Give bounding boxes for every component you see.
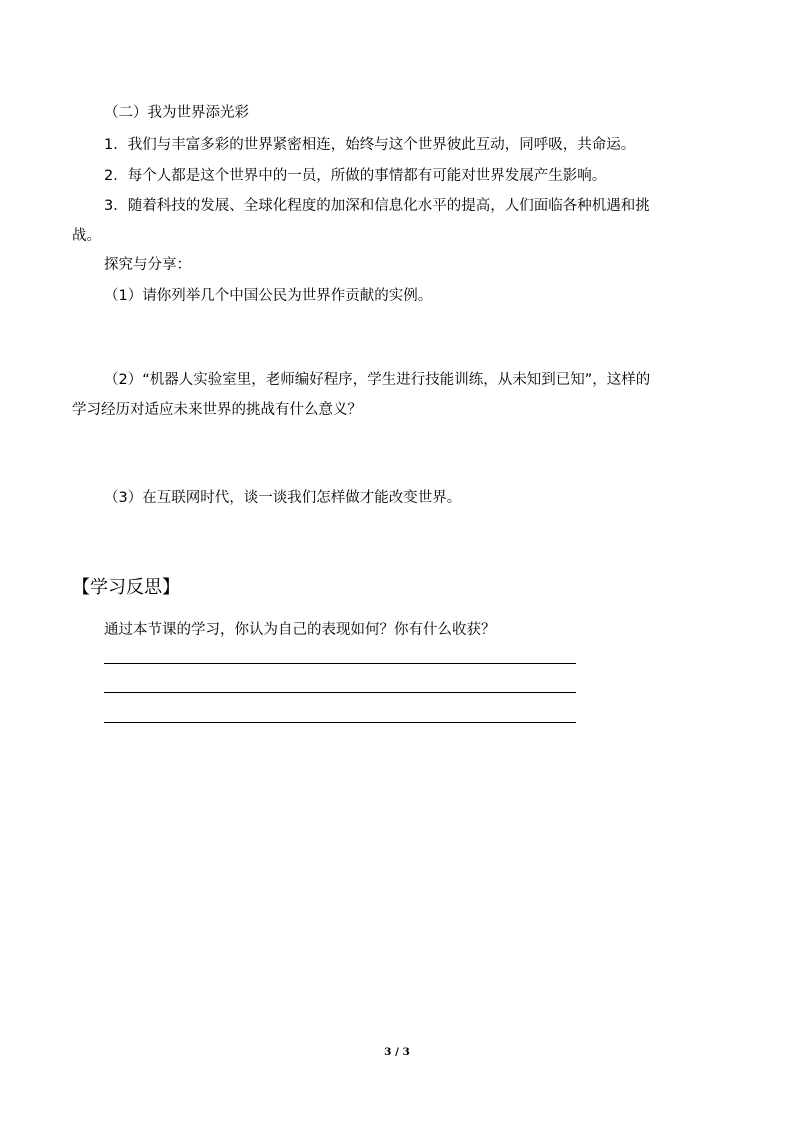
reflection-prompt: 通过本节课的学习，你认为自己的表现如何？你有什么收获？ — [104, 622, 496, 638]
question-2-line-2: 学习经历对适应未来世界的挑战有什么意义？ — [72, 402, 362, 418]
point-3-continued: 战。 — [72, 228, 101, 244]
answer-line-2[interactable] — [104, 692, 576, 693]
point-3: 3．随着科技的发展、全球化程度的加深和信息化水平的提高，人们面临各种机遇和挑 — [104, 198, 650, 214]
explore-label: 探究与分享： — [104, 257, 191, 273]
answer-line-3[interactable] — [104, 722, 576, 723]
answer-line-1[interactable] — [104, 663, 576, 664]
question-2-line-1: （2）“机器人实验室里，老师编好程序，学生进行技能训练，从未知到已知”，这样的 — [104, 372, 651, 388]
question-1: （1）请你列举几个中国公民为世界作贡献的实例。 — [104, 288, 433, 304]
question-3: （3）在互联网时代，谈一谈我们怎样做才能改变世界。 — [104, 490, 462, 506]
section2-title: （二）我为世界添光彩 — [104, 105, 249, 121]
reflection-heading: 【学习反思】 — [72, 577, 180, 598]
point-2: 2．每个人都是这个世界中的一员，所做的事情都有可能对世界发展产生影响。 — [104, 168, 607, 184]
point-1: 1．我们与丰富多彩的世界紧密相连，始终与这个世界彼此互动，同呼吸，共命运。 — [104, 137, 636, 153]
page-number: 3 / 3 — [384, 1046, 410, 1058]
